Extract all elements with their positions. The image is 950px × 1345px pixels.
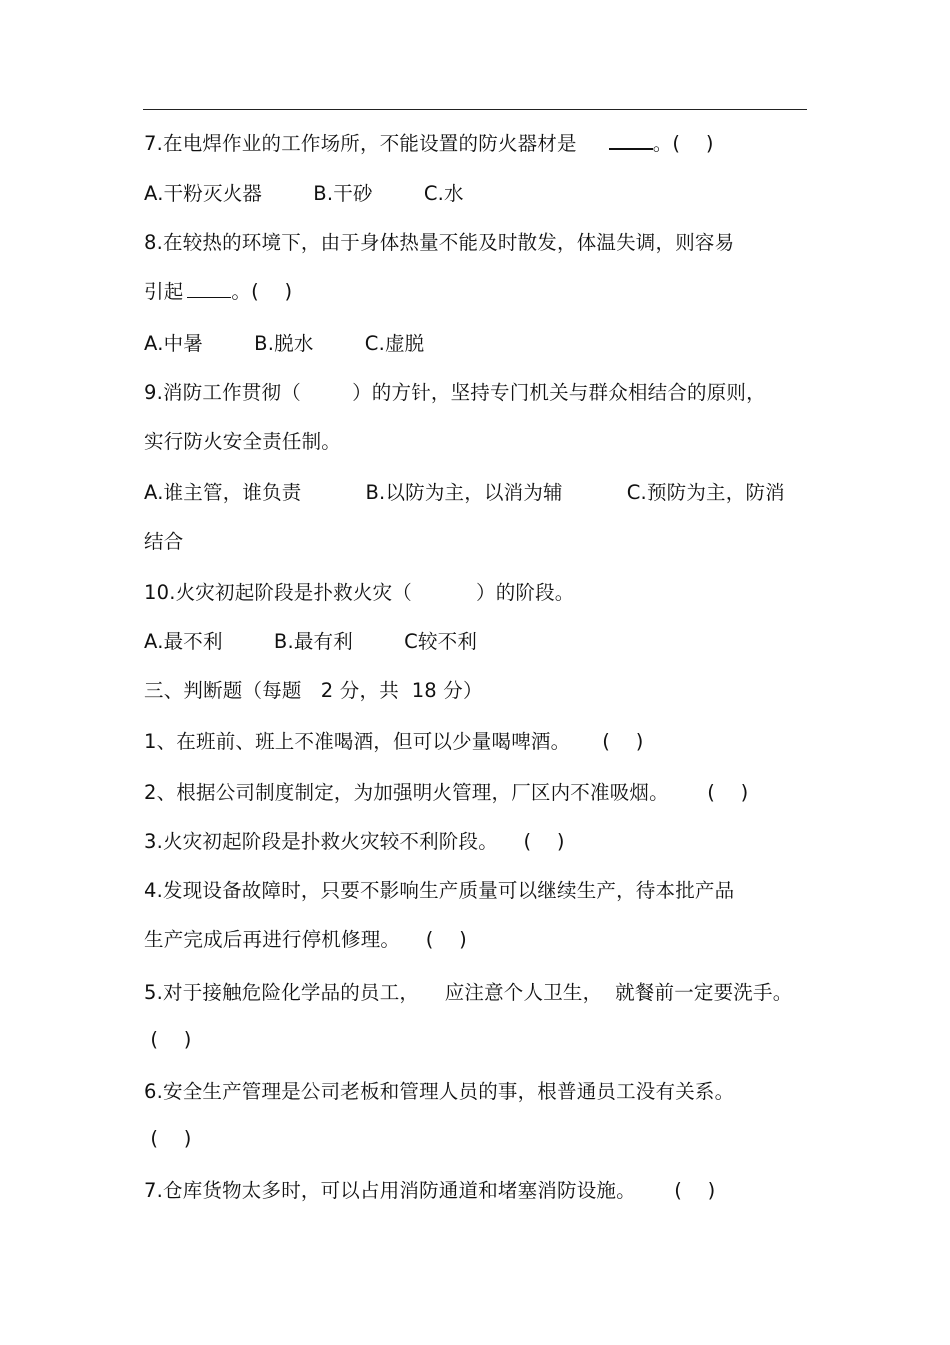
judgment-4-line-2: 生产完成后再进行停机修理。 ( )	[144, 928, 467, 951]
judgment-4-line-1: 4.发现设备故障时，只要不影响生产质量可以继续生产，待本批产品	[144, 879, 735, 902]
judgment-6-line-2: ( )	[144, 1127, 192, 1150]
question-7	[144, 130, 714, 157]
question-9-options-line-1: A.谁主管，谁负责 B.以防为主，以消为辅 C.预防为主，防消	[144, 481, 785, 504]
judgment-1: 1、在班前、班上不准喝酒，但可以少量喝啤酒。 ( )	[144, 730, 644, 753]
answer-blank[interactable]	[187, 279, 231, 298]
question-9-line-1: 9.消防工作贯彻（ ）的方针，坚持专门机关与群众相结合的原则，	[144, 381, 766, 404]
question-7-text: 7.在电焊作业的工作场所，不能设置的防火器材是	[144, 132, 577, 155]
question-8-text: 引起	[144, 280, 184, 303]
judgment-6-line-1: 6.安全生产管理是公司老板和管理人员的事，根普通员工没有关系。	[144, 1080, 735, 1103]
question-8-line-2	[144, 279, 292, 305]
section-title-true-false: 三、判断题（每题 2 分，共 18 分）	[144, 679, 483, 702]
question-10: 10.火灾初起阶段是扑救火灾（ ）的阶段。	[144, 581, 575, 604]
question-8-options: A.中暑 B.脱水 C.虚脱	[144, 332, 425, 355]
judgment-2: 2、根据公司制度制定，为加强明火管理，厂区内不准吸烟。 ( )	[144, 781, 749, 804]
question-7-options: A.干粉灭火器 B.干砂 C.水	[144, 182, 464, 205]
question-8-line-1: 8.在较热的环境下，由于身体热量不能及时散发，体温失调，则容易	[144, 231, 735, 254]
question-9-options-line-2: 结合	[144, 530, 184, 553]
question-9-line-2: 实行防火安全责任制。	[144, 430, 342, 453]
judgment-5-line-1: 5.对于接触危险化学品的员工， 应注意个人卫生， 就餐前一定要洗手。	[144, 981, 793, 1004]
question-7-tail: 。( )	[652, 132, 714, 155]
judgment-5-line-2: ( )	[144, 1028, 192, 1051]
answer-blank[interactable]	[609, 130, 653, 150]
judgment-7: 7.仓库货物太多时，可以占用消防通道和堵塞消防设施。 ( )	[144, 1179, 716, 1202]
question-8-tail: 。( )	[231, 280, 293, 303]
header-rule	[143, 109, 807, 110]
judgment-3: 3.火灾初起阶段是扑救火灾较不利阶段。 ( )	[144, 830, 565, 853]
question-10-options: A.最不利 B.最有利 C较不利	[144, 630, 478, 653]
